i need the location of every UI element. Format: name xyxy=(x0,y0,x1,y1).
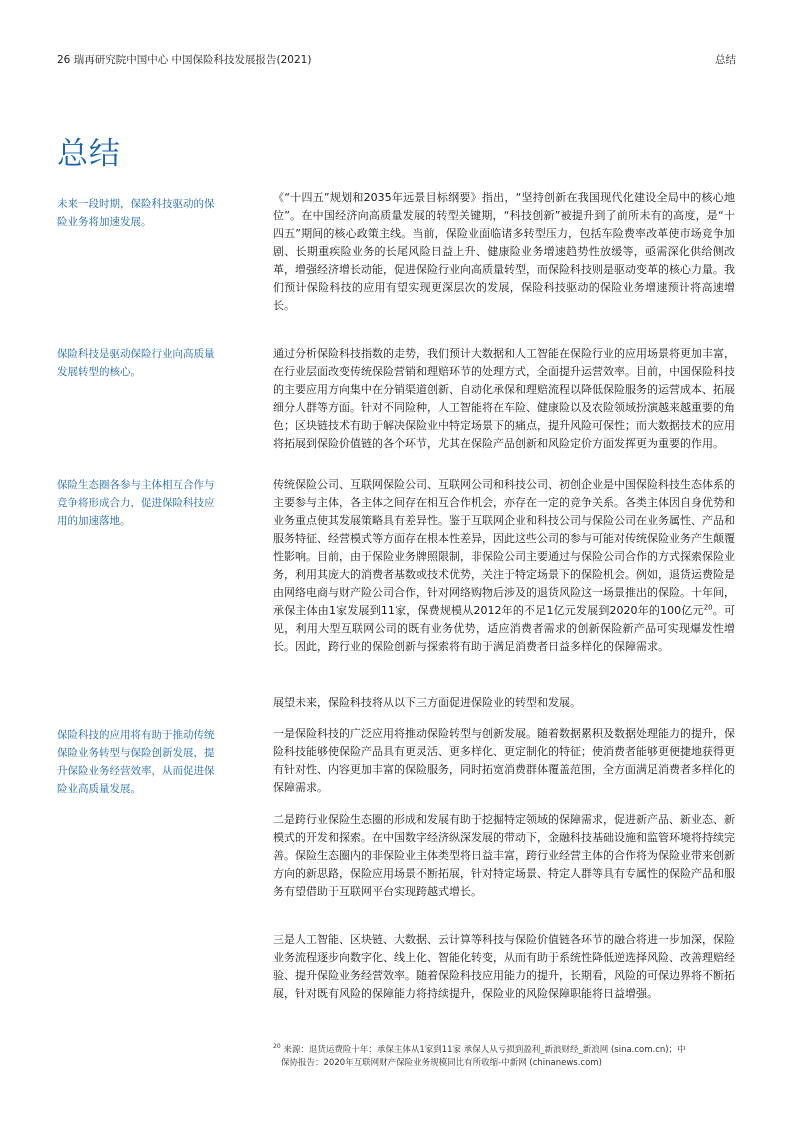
paragraph-text-part-2: 。可见，利用大型互联网公司的既有业务优势，适应消费者需求的创新保险新产品可实现爆发性增长。因此，跨行业的保险创新与探索将有助于满足消费者日益多样化的保障需求。 xyxy=(273,604,735,653)
body-paragraph-7 xyxy=(273,931,735,1003)
paragraph-text: 一是保险科技的广泛应用将推动保险转型与创新发展。随着数据累积及数据处理能力的提升，保险科技能够使保险产品具有更灵活、更多样化、更定制化的特征；使消费者能够更便捷地获得更有针对性、内容更加丰富的保险服务，同时拓宽消费群体覆盖范围，全方面满足消费者多样化的保障需求。 xyxy=(273,727,735,794)
footnote-line-2[interactable]: 保协报告：2020年互联网财产保险业务规模同比有所收缩-中新网 (chinanews.com) xyxy=(281,1058,602,1068)
body-paragraph-5 xyxy=(273,725,735,797)
footnote xyxy=(273,1044,735,1070)
header-section-name: 总结 xyxy=(715,54,736,66)
paragraph-text-part-1: 传统保险公司、互联网保险公司、互联网公司和科技公司、初创企业是中国保险科技生态体系的主要参与主体，各主体之间存在相互合作机会，亦存在一定的竞争关系。各类主体因自身优势和业务重点使其发展策略具有差异性。鉴于互联网企业和科技公司与保险公司在业务属性、产品和服务特征、经营模式等方面存在根本性差异，因此这些公司的参与可能对传统保险业务产生颠覆性影响。目前，由于保险业务牌照限制，非保险公司主要通过与保险公司合作的方式探索保险业务，利用其庞大的消费者基数或技术优势，关注于特定场景下的保险机会。例如，退货运费险是由网络电商与财产险公司合作，针对网络购物后涉及的退货风险这一场景推出的保险。十年间，承保主体由1家发展到11家，保费规模从2012年的不足1亿元发展到2020年的100亿元 xyxy=(273,478,735,617)
page-header xyxy=(57,52,736,70)
body-paragraph-2 xyxy=(273,345,735,453)
body-paragraph-4 xyxy=(273,694,735,712)
paragraph-text: 通过分析保险科技指数的走势，我们预计大数据和人工智能在保险行业的应用场景将更加丰富，在行业层面改变传统保险营销和理赔环节的处理方式，全面提升运营效率。目前，中国保险科技的主要应用方向集中在分销渠道创新、自动化承保和理赔流程以降低保险服务的运营成本、拓展细分人群等方面。针对不同险种，人工智能将在车险、健康险以及农险领域扮演越来越重要的角色；区块链技术有助于解决保险业中特定场景下的痛点，提升风险可保性；而大数据技术的应用将拓展到保险价值链的各个环节，尤其在保险产品创新和风险定价方面发挥更为重要的作用。 xyxy=(273,347,735,450)
sidenote-4: 保险科技的应用将有助于推动传统保险业务转型与保险创新发展，提升保险业务经营效率，从而促进保险业高质量发展。 xyxy=(57,729,215,795)
sidenote-1: 未来一段时期，保险科技驱动的保险业务将加速发展。 xyxy=(57,198,215,228)
paragraph-text: 展望未来，保险科技将从以下三方面促进保险业的转型和发展。 xyxy=(273,696,581,709)
sidenote-2: 保险科技是驱动保险行业向高质量发展转型的核心。 xyxy=(57,348,215,378)
body-paragraph-3 xyxy=(273,476,735,656)
footnote-line-1[interactable]: 来源：退货运费险十年：承保主体从1家到11家 承保人从亏损到盈利_新浪财经_新浪网 (sina.com.cn)；中 xyxy=(283,1045,686,1055)
paragraph-text: 三是人工智能、区块链、大数据、云计算等科技与保险价值链各环节的融合将进一步加深，保险业务流程逐步向数字化、线上化、智能化转变，从而有助于系统性降低逆选择风险、改善理赔经验、提升保险业务经营效率。随着保险科技应用能力的提升，长期看，风险的可保边界将不断拓展，针对既有风险的保障能力将持续提升，保险业的风险保障职能将日益增强。 xyxy=(273,933,735,1000)
paragraph-text: 二是跨行业保险生态圈的形成和发展有助于挖掘特定领域的保障需求，促进新产品、新业态、新模式的开发和探索。在中国数字经济纵深发展的带动下，金融科技基础设施和监管环境将持续完善。保险生态圈内的非保险业主体类型将日益丰富，跨行业经营主体的合作将为保险业带来创新方向的新思路，保险应用场景不断拓展，针对特定场景、特定人群等具有专属性的保险产品和服务有望借助于互联网平台实现跨越式增长。 xyxy=(273,813,735,898)
page-title: 总结 xyxy=(57,136,121,172)
body-paragraph-6 xyxy=(273,811,735,901)
paragraph-text: 《“十四五”规划和2035年远景目标纲要》指出，“坚持创新在我国现代化建设全局中的核心地位”。在中国经济向高质量发展的转型关键期，“科技创新”被提升到了前所未有的高度，是“十四五”期间的核心政策主线。当前，保险业面临诸多转型压力，包括车险费率改革使市场竞争加剧、长期重疾险业务的长尾风险日益上升、健康险业务增速趋势性放缓等，亟需深化供给侧改革，增强经济增长动能，促进保险行业向高质量转型，而保险科技则是驱动变革的核心力量。我们预计保险科技的应用有望实现更深层次的发展，保险科技驱动的保险业务增速预计将高速增长。 xyxy=(273,191,735,312)
body-paragraph-1 xyxy=(273,189,735,315)
header-running-title: 26 瑞再研究院中国中心 中国保险科技发展报告(2021) xyxy=(57,54,312,66)
footnote-reference[interactable]: 20 xyxy=(703,603,713,612)
sidenote-3: 保险生态圈各参与主体相互合作与竞争将形成合力，促进保险科技应用的加速落地。 xyxy=(57,479,215,527)
footnote-number: 20 xyxy=(273,1043,281,1051)
